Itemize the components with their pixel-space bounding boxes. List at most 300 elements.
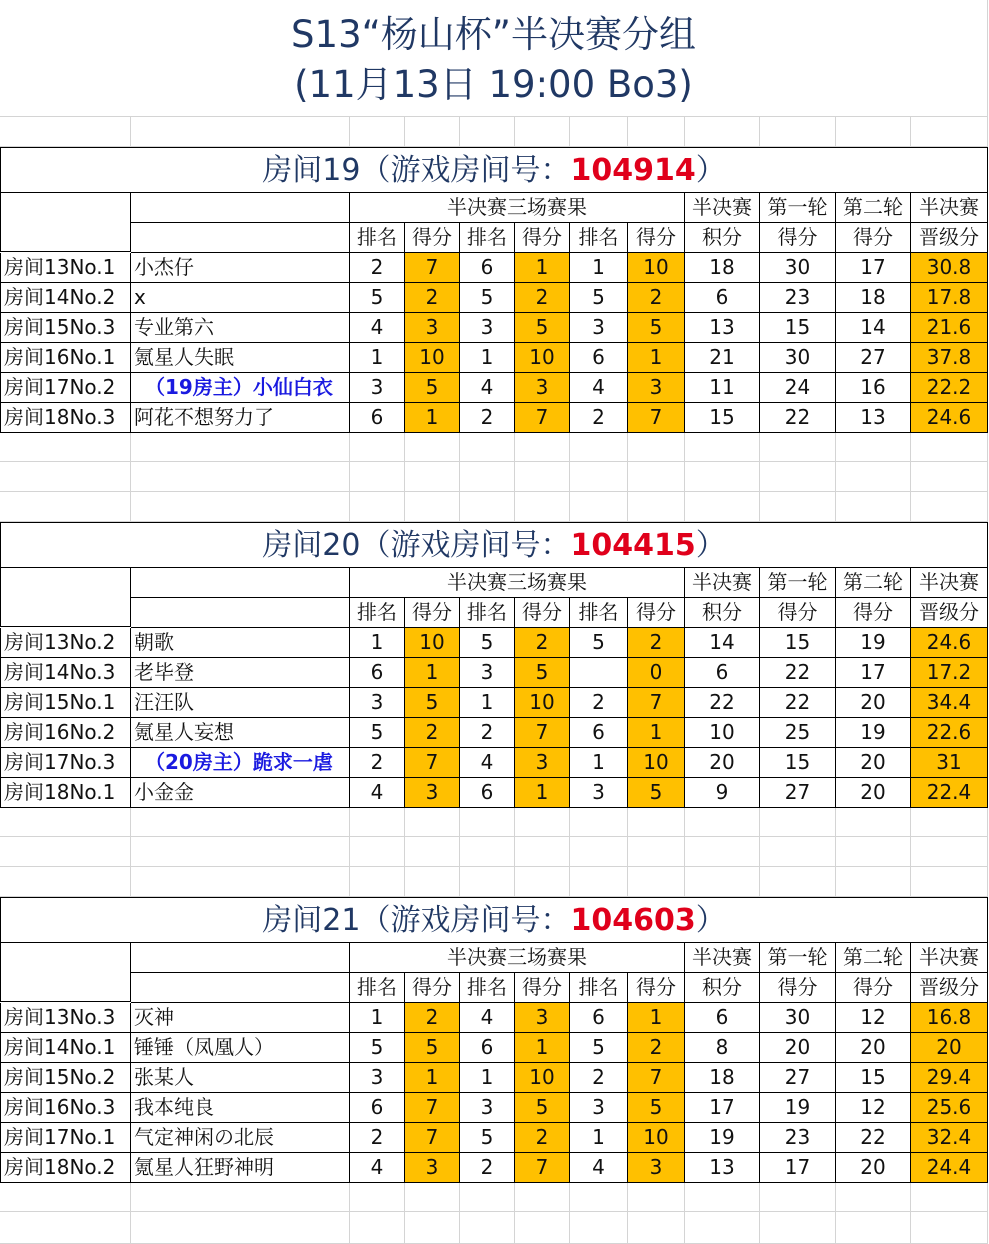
r2-cell: 4 [460, 748, 515, 778]
empty-cell[interactable] [911, 807, 988, 837]
header-results-group: 半决赛三场赛果 [350, 193, 685, 223]
s1-cell: 7 [405, 1093, 460, 1123]
s3-cell: 7 [628, 1063, 685, 1093]
empty-cell[interactable] [405, 492, 460, 522]
empty-cell[interactable] [570, 837, 628, 867]
room-title-prefix: 房间21（游戏房间号： [262, 903, 571, 938]
empty-cell[interactable] [628, 807, 685, 837]
semi-cell: 11 [685, 373, 760, 403]
empty-cell[interactable] [460, 117, 515, 147]
r2-cell: 1 [460, 1063, 515, 1093]
round1-cell: 23 [760, 283, 836, 313]
empty-cell[interactable] [570, 492, 628, 522]
empty-cell[interactable] [405, 867, 460, 897]
empty-row [0, 837, 989, 867]
empty-cell[interactable] [350, 432, 405, 462]
empty-cell[interactable] [836, 117, 911, 147]
round2-cell: 20 [836, 778, 911, 808]
r3-cell: 5 [570, 1033, 628, 1063]
s2-cell: 5 [515, 658, 570, 688]
empty-cell[interactable] [628, 492, 685, 522]
semi-cell: 18 [685, 1063, 760, 1093]
s2-cell: 5 [515, 313, 570, 343]
empty-cell[interactable] [0, 1182, 131, 1212]
r2-cell: 6 [460, 1033, 515, 1063]
room-title [0, 897, 988, 943]
header-round1-bottom: 得分 [760, 223, 836, 253]
empty-cell[interactable] [131, 492, 350, 522]
r3-cell: 3 [570, 313, 628, 343]
seed-cell: 房间17No.1 [0, 1123, 131, 1153]
semi-cell: 21 [685, 343, 760, 373]
empty-cell[interactable] [350, 867, 405, 897]
r3-cell: 2 [570, 1063, 628, 1093]
round1-cell: 22 [760, 403, 836, 433]
player-name-cell: x [131, 283, 350, 313]
s3-cell: 2 [628, 1033, 685, 1063]
empty-cell[interactable] [570, 867, 628, 897]
empty-row [0, 867, 989, 897]
s1-cell: 3 [405, 778, 460, 808]
round2-cell: 19 [836, 628, 911, 658]
header-semi-points-bottom: 积分 [685, 598, 760, 628]
adv-cell: 16.8 [911, 1003, 988, 1033]
header-blank [131, 568, 350, 598]
adv-cell: 29.4 [911, 1063, 988, 1093]
empty-cell[interactable] [760, 117, 836, 147]
r3-cell: 1 [570, 1123, 628, 1153]
empty-row [0, 492, 989, 522]
round2-cell: 12 [836, 1003, 911, 1033]
s3-cell: 10 [628, 253, 685, 283]
r2-cell: 2 [460, 718, 515, 748]
header-round2-top: 第二轮 [836, 943, 911, 973]
round2-cell: 15 [836, 1063, 911, 1093]
s1-cell: 7 [405, 253, 460, 283]
seed-cell: 房间17No.3 [0, 748, 131, 778]
header-results-group: 半决赛三场赛果 [350, 568, 685, 598]
s3-cell: 3 [628, 1153, 685, 1183]
header-blank [131, 223, 350, 253]
header-advance-top: 半决赛 [911, 568, 988, 598]
empty-cell[interactable] [350, 462, 405, 492]
empty-cell[interactable] [685, 117, 760, 147]
empty-cell[interactable] [0, 462, 131, 492]
empty-cell[interactable] [0, 492, 131, 522]
empty-cell[interactable] [685, 432, 760, 462]
round2-cell: 20 [836, 688, 911, 718]
s1-cell: 10 [405, 343, 460, 373]
header-round1-top: 第一轮 [760, 193, 836, 223]
header-score: 得分 [515, 973, 570, 1003]
seed-cell: 房间14No.1 [0, 1033, 131, 1063]
empty-cell[interactable] [836, 1212, 911, 1244]
room-title-prefix: 房间19（游戏房间号： [262, 153, 571, 188]
empty-cell[interactable] [911, 492, 988, 522]
r3-cell: 1 [570, 253, 628, 283]
round2-cell: 13 [836, 403, 911, 433]
room-title-suffix: ） [695, 528, 726, 563]
s3-cell: 10 [628, 1123, 685, 1153]
header-score: 得分 [405, 598, 460, 628]
r1-cell: 3 [350, 688, 405, 718]
s2-cell: 7 [515, 718, 570, 748]
round1-cell: 19 [760, 1093, 836, 1123]
empty-cell[interactable] [911, 1182, 988, 1212]
empty-cell[interactable] [460, 492, 515, 522]
r3-cell: 5 [570, 628, 628, 658]
seed-cell: 房间14No.2 [0, 283, 131, 313]
empty-cell[interactable] [760, 492, 836, 522]
player-name-cell: 汪汪队 [131, 688, 350, 718]
r1-cell: 1 [350, 343, 405, 373]
empty-cell[interactable] [570, 807, 628, 837]
empty-cell[interactable] [911, 117, 988, 147]
player-name-cell: 张某人 [131, 1063, 350, 1093]
empty-cell[interactable] [685, 492, 760, 522]
s1-cell: 1 [405, 1063, 460, 1093]
r1-cell: 5 [350, 283, 405, 313]
seed-cell: 房间15No.2 [0, 1063, 131, 1093]
r2-cell: 3 [460, 313, 515, 343]
r2-cell: 5 [460, 283, 515, 313]
round1-cell: 22 [760, 688, 836, 718]
seed-cell: 房间15No.1 [0, 688, 131, 718]
empty-cell[interactable] [460, 837, 515, 867]
r2-cell: 6 [460, 253, 515, 283]
header-round1-top: 第一轮 [760, 568, 836, 598]
header-semi-points-top: 半决赛 [685, 193, 760, 223]
empty-cell[interactable] [460, 1182, 515, 1212]
empty-cell[interactable] [570, 462, 628, 492]
s3-cell: 1 [628, 1003, 685, 1033]
semi-cell: 6 [685, 283, 760, 313]
round1-cell: 30 [760, 343, 836, 373]
round2-cell: 20 [836, 1153, 911, 1183]
semi-cell: 20 [685, 748, 760, 778]
r2-cell: 2 [460, 1153, 515, 1183]
s2-cell: 7 [515, 403, 570, 433]
header-results-group: 半决赛三场赛果 [350, 943, 685, 973]
empty-cell[interactable] [760, 432, 836, 462]
empty-cell[interactable] [836, 807, 911, 837]
empty-cell[interactable] [131, 432, 350, 462]
semi-cell: 6 [685, 1003, 760, 1033]
room-title-suffix: ） [695, 903, 726, 938]
empty-cell[interactable] [405, 462, 460, 492]
empty-cell[interactable] [405, 1182, 460, 1212]
empty-cell[interactable] [685, 1182, 760, 1212]
room-code: 104914 [570, 153, 696, 188]
sheet-subtitle: (11月13日 19:00 Bo3) [294, 63, 693, 106]
r2-cell: 4 [460, 373, 515, 403]
empty-row [0, 462, 989, 492]
round2-cell: 20 [836, 1033, 911, 1063]
s2-cell: 5 [515, 1093, 570, 1123]
empty-cell[interactable] [350, 837, 405, 867]
empty-cell[interactable] [911, 1212, 988, 1244]
adv-cell: 25.6 [911, 1093, 988, 1123]
round1-cell: 15 [760, 628, 836, 658]
empty-cell[interactable] [0, 807, 131, 837]
empty-cell[interactable] [628, 837, 685, 867]
empty-cell[interactable] [760, 1182, 836, 1212]
r3-cell: 6 [570, 1003, 628, 1033]
player-name-cell: （19房主）小仙白衣 [131, 373, 350, 403]
round2-cell: 22 [836, 1123, 911, 1153]
s3-cell: 2 [628, 283, 685, 313]
round1-cell: 30 [760, 1003, 836, 1033]
empty-cell[interactable] [836, 432, 911, 462]
empty-row [0, 1182, 989, 1212]
r1-cell: 6 [350, 658, 405, 688]
s2-cell: 10 [515, 1063, 570, 1093]
seed-cell: 房间13No.1 [0, 253, 131, 283]
player-name-cell: 小金金 [131, 778, 350, 808]
s1-cell: 1 [405, 658, 460, 688]
round2-cell: 27 [836, 343, 911, 373]
sheet-title: S13“杨山杯”半决赛分组 [291, 13, 696, 56]
seed-cell: 房间18No.3 [0, 403, 131, 433]
empty-cell[interactable] [685, 462, 760, 492]
empty-cell[interactable] [911, 867, 988, 897]
s3-cell: 3 [628, 373, 685, 403]
semi-cell: 22 [685, 688, 760, 718]
player-name-cell: 氪星人狂野神明 [131, 1153, 350, 1183]
empty-cell[interactable] [515, 1182, 570, 1212]
empty-cell[interactable] [515, 432, 570, 462]
empty-cell[interactable] [515, 492, 570, 522]
adv-cell: 20 [911, 1033, 988, 1063]
empty-cell[interactable] [350, 1212, 405, 1244]
adv-cell: 22.4 [911, 778, 988, 808]
r2-cell: 3 [460, 1093, 515, 1123]
adv-cell: 37.8 [911, 343, 988, 373]
s3-cell: 1 [628, 718, 685, 748]
empty-cell[interactable] [570, 117, 628, 147]
empty-cell[interactable] [911, 837, 988, 867]
empty-cell[interactable] [460, 807, 515, 837]
header-score: 得分 [628, 973, 685, 1003]
header-score: 得分 [405, 223, 460, 253]
empty-row [0, 1212, 989, 1244]
s1-cell: 3 [405, 1153, 460, 1183]
empty-cell[interactable] [0, 867, 131, 897]
empty-cell[interactable] [131, 1212, 350, 1244]
semi-cell: 19 [685, 1123, 760, 1153]
empty-cell[interactable] [628, 117, 685, 147]
round1-cell: 30 [760, 253, 836, 283]
player-name-cell: 老毕登 [131, 658, 350, 688]
r1-cell: 5 [350, 1033, 405, 1063]
r3-cell: 6 [570, 718, 628, 748]
empty-cell[interactable] [911, 432, 988, 462]
header-score: 得分 [628, 223, 685, 253]
empty-cell[interactable] [836, 492, 911, 522]
room-code: 104415 [570, 528, 696, 563]
empty-cell[interactable] [405, 432, 460, 462]
empty-cell[interactable] [628, 867, 685, 897]
round2-cell: 19 [836, 718, 911, 748]
r3-cell: 2 [570, 403, 628, 433]
empty-cell[interactable] [836, 867, 911, 897]
header-round2-bottom: 得分 [836, 223, 911, 253]
empty-cell[interactable] [628, 432, 685, 462]
round2-cell: 16 [836, 373, 911, 403]
room-title-suffix: ） [695, 153, 726, 188]
empty-cell[interactable] [350, 1182, 405, 1212]
empty-row [0, 807, 989, 837]
empty-cell[interactable] [460, 1212, 515, 1244]
r1-cell: 1 [350, 628, 405, 658]
empty-cell[interactable] [628, 462, 685, 492]
s2-cell: 3 [515, 748, 570, 778]
s2-cell: 1 [515, 1033, 570, 1063]
empty-cell[interactable] [515, 807, 570, 837]
r1-cell: 5 [350, 718, 405, 748]
empty-cell[interactable] [515, 867, 570, 897]
empty-cell[interactable] [131, 837, 350, 867]
adv-cell: 24.4 [911, 1153, 988, 1183]
r2-cell: 6 [460, 778, 515, 808]
empty-cell[interactable] [836, 1182, 911, 1212]
s1-cell: 3 [405, 313, 460, 343]
empty-cell[interactable] [460, 867, 515, 897]
s2-cell: 1 [515, 253, 570, 283]
empty-cell[interactable] [350, 117, 405, 147]
adv-cell: 32.4 [911, 1123, 988, 1153]
header-score: 得分 [405, 973, 460, 1003]
room-code: 104603 [570, 903, 696, 938]
empty-cell[interactable] [760, 462, 836, 492]
s1-cell: 1 [405, 403, 460, 433]
r1-cell: 3 [350, 1063, 405, 1093]
empty-cell[interactable] [460, 462, 515, 492]
s1-cell: 5 [405, 1033, 460, 1063]
empty-cell[interactable] [460, 432, 515, 462]
empty-cell[interactable] [515, 462, 570, 492]
adv-cell: 24.6 [911, 628, 988, 658]
empty-cell[interactable] [131, 462, 350, 492]
s3-cell: 5 [628, 778, 685, 808]
empty-cell[interactable] [911, 462, 988, 492]
header-semi-points-top: 半决赛 [685, 568, 760, 598]
header-blank [131, 598, 350, 628]
header-rank: 排名 [570, 223, 628, 253]
empty-cell[interactable] [685, 837, 760, 867]
empty-cell[interactable] [685, 867, 760, 897]
header-advance-bottom: 晋级分 [911, 973, 988, 1003]
empty-cell[interactable] [760, 807, 836, 837]
empty-cell[interactable] [0, 117, 131, 147]
header-rank: 排名 [460, 598, 515, 628]
empty-cell[interactable] [836, 462, 911, 492]
empty-cell[interactable] [0, 1212, 131, 1244]
empty-cell[interactable] [131, 117, 350, 147]
s1-cell: 10 [405, 628, 460, 658]
empty-cell[interactable] [685, 807, 760, 837]
header-round2-top: 第二轮 [836, 568, 911, 598]
empty-cell[interactable] [836, 837, 911, 867]
s3-cell: 5 [628, 1093, 685, 1123]
s1-cell: 2 [405, 1003, 460, 1033]
empty-cell[interactable] [515, 837, 570, 867]
empty-cell[interactable] [570, 1212, 628, 1244]
empty-cell[interactable] [0, 837, 131, 867]
adv-cell: 21.6 [911, 313, 988, 343]
empty-cell[interactable] [515, 117, 570, 147]
r3-cell: 6 [570, 343, 628, 373]
header-rank: 排名 [570, 598, 628, 628]
adv-cell: 24.6 [911, 403, 988, 433]
round2-cell: 14 [836, 313, 911, 343]
r1-cell: 4 [350, 313, 405, 343]
empty-cell[interactable] [405, 837, 460, 867]
empty-cell[interactable] [405, 1212, 460, 1244]
s2-cell: 2 [515, 1123, 570, 1153]
header-blank [131, 973, 350, 1003]
empty-cell[interactable] [760, 837, 836, 867]
adv-cell: 17.8 [911, 283, 988, 313]
s2-cell: 2 [515, 283, 570, 313]
room-title-prefix: 房间20（游戏房间号： [262, 528, 571, 563]
seed-cell: 房间18No.2 [0, 1153, 131, 1183]
empty-cell[interactable] [350, 807, 405, 837]
s3-cell: 2 [628, 628, 685, 658]
adv-cell: 22.2 [911, 373, 988, 403]
empty-cell[interactable] [628, 1212, 685, 1244]
empty-cell[interactable] [405, 117, 460, 147]
empty-cell[interactable] [131, 807, 350, 837]
header-rank: 排名 [460, 223, 515, 253]
empty-cell[interactable] [515, 1212, 570, 1244]
seed-cell: 房间14No.3 [0, 658, 131, 688]
empty-cell[interactable] [405, 807, 460, 837]
empty-cell[interactable] [570, 432, 628, 462]
header-rank: 排名 [570, 973, 628, 1003]
s1-cell: 7 [405, 1123, 460, 1153]
player-name-cell: 锤锤（凤凰人） [131, 1033, 350, 1063]
r3-cell: 4 [570, 373, 628, 403]
player-name-cell: 氪星人妄想 [131, 718, 350, 748]
r1-cell: 2 [350, 1123, 405, 1153]
header-advance-bottom: 晋级分 [911, 223, 988, 253]
header-score: 得分 [628, 598, 685, 628]
empty-cell[interactable] [131, 867, 350, 897]
seed-cell: 房间16No.1 [0, 343, 131, 373]
s2-cell: 10 [515, 343, 570, 373]
r2-cell: 5 [460, 1123, 515, 1153]
s3-cell: 7 [628, 688, 685, 718]
empty-cell[interactable] [760, 867, 836, 897]
round1-cell: 27 [760, 778, 836, 808]
header-semi-points-bottom: 积分 [685, 973, 760, 1003]
adv-cell: 17.2 [911, 658, 988, 688]
s3-cell: 5 [628, 313, 685, 343]
empty-cell[interactable] [685, 1212, 760, 1244]
s2-cell: 7 [515, 1153, 570, 1183]
empty-cell[interactable] [760, 1212, 836, 1244]
empty-cell[interactable] [570, 1182, 628, 1212]
player-name-cell: 专业第六 [131, 313, 350, 343]
empty-cell[interactable] [350, 492, 405, 522]
seed-cell: 房间16No.2 [0, 718, 131, 748]
empty-cell[interactable] [131, 1182, 350, 1212]
empty-cell[interactable] [628, 1182, 685, 1212]
r2-cell: 4 [460, 1003, 515, 1033]
empty-cell[interactable] [0, 432, 131, 462]
r2-cell: 2 [460, 403, 515, 433]
